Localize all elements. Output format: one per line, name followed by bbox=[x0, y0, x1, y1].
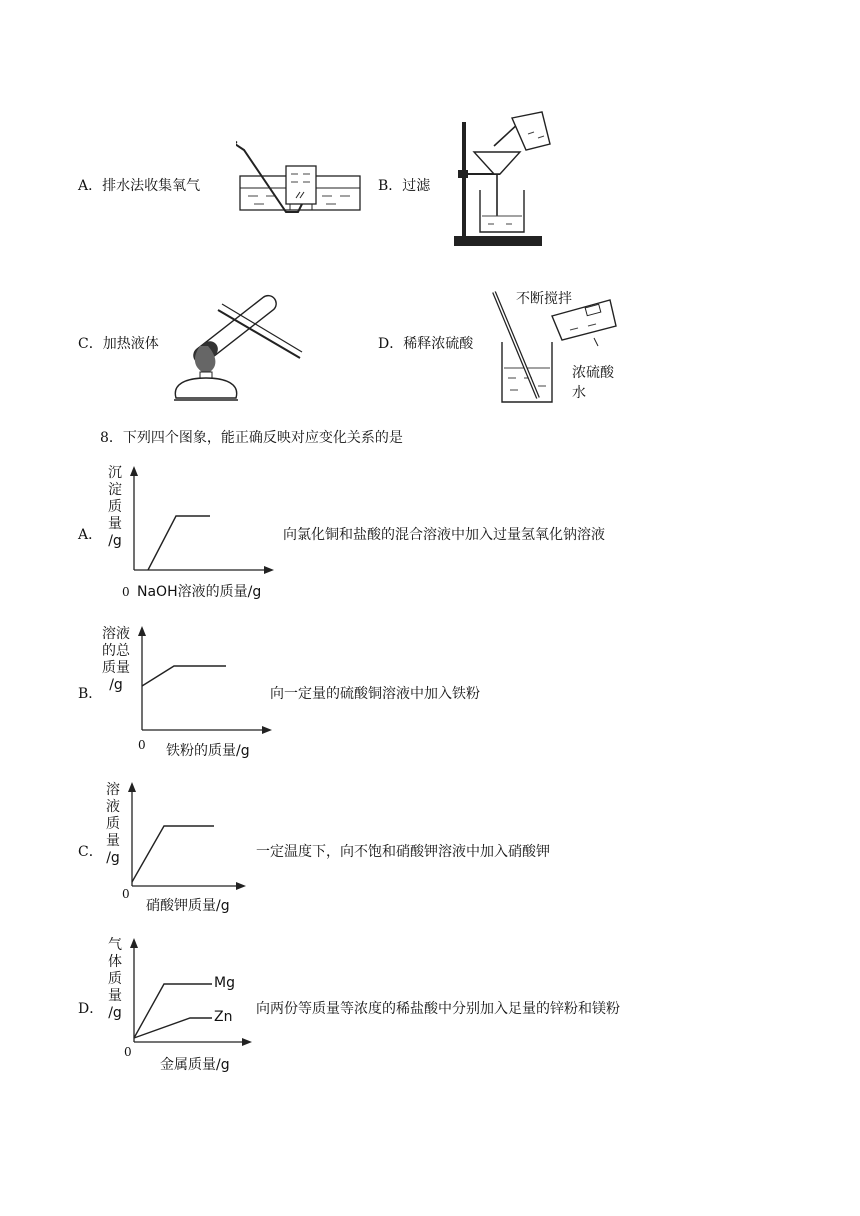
graph-c-origin: 0 bbox=[122, 887, 130, 901]
zn-line bbox=[134, 1018, 212, 1038]
water-label: 水 bbox=[572, 385, 586, 401]
graph-a bbox=[126, 462, 276, 578]
option-a-q7: A．排水法收集氧气 bbox=[78, 178, 201, 194]
graph-a-origin: 0 bbox=[122, 585, 130, 599]
option-b-letter: B． bbox=[78, 686, 103, 702]
graph-c-xlabel: 硝酸钾质量/g bbox=[146, 898, 230, 914]
stir-label: 不断搅拌 bbox=[516, 291, 572, 307]
graph-b-xlabel: 铁粉的质量/g bbox=[166, 743, 250, 759]
option-d-q7: D．稀释浓硫酸 bbox=[378, 336, 474, 352]
option-b-desc: 向一定量的硫酸铜溶液中加入铁粉 bbox=[270, 686, 480, 702]
oxygen-collection-diagram bbox=[236, 134, 366, 214]
option-b-q7: B．过滤 bbox=[378, 178, 431, 194]
acid-label: 浓硫酸 bbox=[572, 365, 614, 381]
mg-line bbox=[134, 984, 212, 1038]
heating-liquid-diagram bbox=[160, 276, 310, 404]
filtration-diagram bbox=[450, 108, 560, 248]
series-mg-label: Mg bbox=[214, 975, 235, 991]
graph-b-origin: 0 bbox=[138, 738, 146, 752]
graph-d-origin: 0 bbox=[124, 1045, 132, 1059]
graph-d bbox=[126, 934, 256, 1050]
option-c-desc: 一定温度下，向不饱和硝酸钾溶液中加入硝酸钾 bbox=[256, 844, 550, 860]
option-a-desc: 向氯化铜和盐酸的混合溶液中加入过量氢氧化钠溶液 bbox=[283, 527, 605, 543]
series-zn-label: Zn bbox=[214, 1009, 233, 1025]
question-8-text: 8．下列四个图象，能正确反映对应变化关系的是 bbox=[100, 430, 403, 446]
graph-b-ylabel: 溶液 的总 质量 /g bbox=[102, 626, 130, 693]
option-c-q7: C．加热液体 bbox=[78, 336, 159, 352]
graph-d-xlabel: 金属质量/g bbox=[160, 1057, 230, 1073]
option-d-desc: 向两份等质量等浓度的稀盐酸中分别加入足量的锌粉和镁粉 bbox=[256, 1001, 620, 1017]
graph-a-ylabel: 沉 淀 质 量 /g bbox=[108, 465, 122, 549]
option-c-letter: C． bbox=[78, 844, 103, 860]
graph-a-xlabel: NaOH溶液的质量/g bbox=[137, 584, 262, 600]
option-a-letter: A． bbox=[78, 527, 103, 543]
graph-c-ylabel: 溶 液 质 量 /g bbox=[106, 782, 120, 866]
graph-c bbox=[124, 778, 248, 894]
option-d-letter: D． bbox=[78, 1001, 104, 1017]
graph-d-ylabel: 气 体 质 量 /g bbox=[108, 937, 122, 1021]
graph-b bbox=[134, 622, 274, 738]
